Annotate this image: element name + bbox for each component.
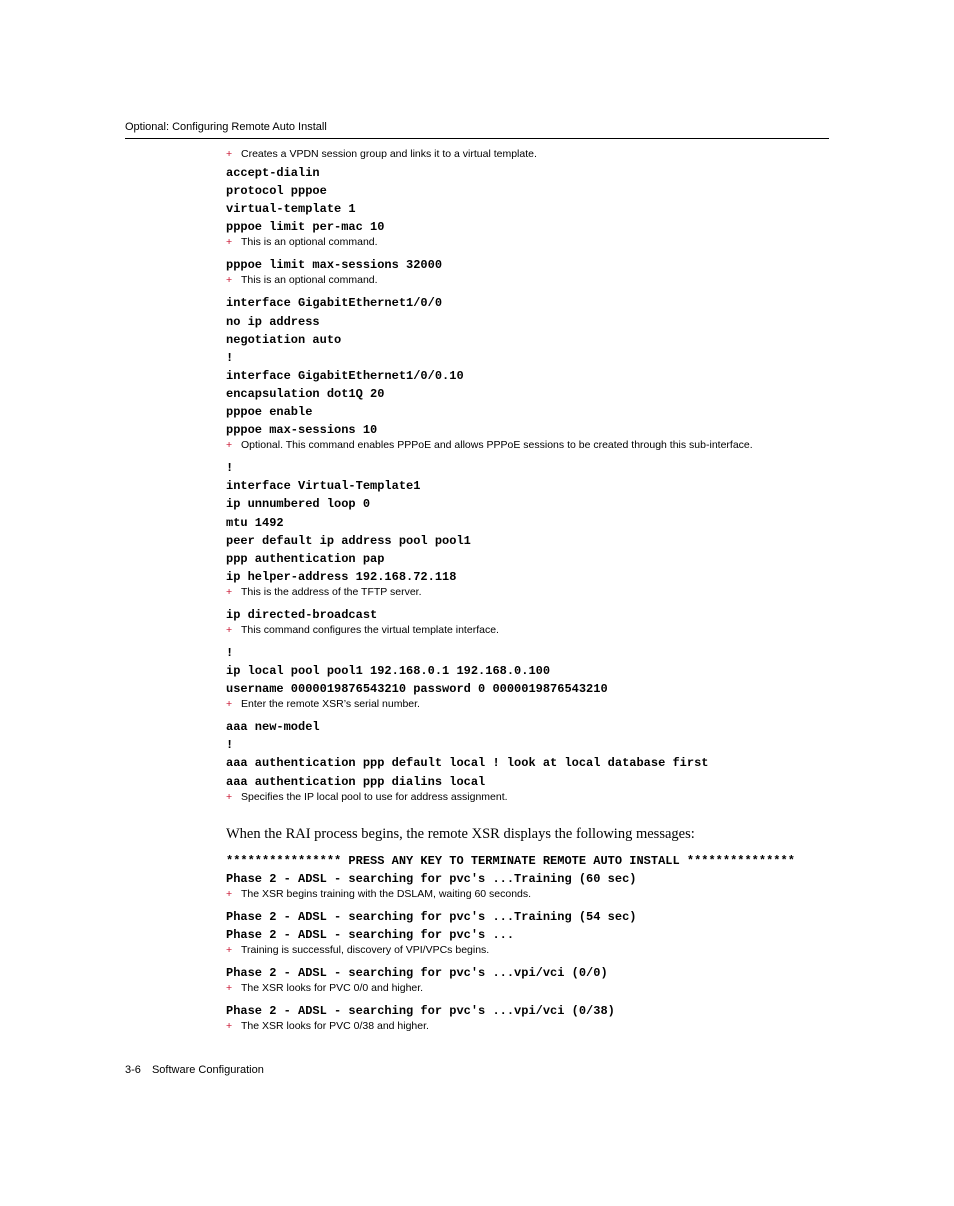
plus-icon: + bbox=[226, 982, 233, 995]
plus-icon: + bbox=[226, 585, 233, 598]
code-line: no ip address bbox=[226, 314, 320, 329]
code-line: ip helper-address 192.168.72.118 bbox=[226, 569, 457, 584]
annotation-note bbox=[226, 439, 826, 459]
plus-icon: + bbox=[226, 944, 233, 956]
code-line: encapsulation dot1Q 20 bbox=[226, 386, 385, 401]
plus-icon: + bbox=[226, 236, 233, 249]
annotation-note bbox=[226, 944, 826, 964]
plus-icon: + bbox=[226, 1020, 233, 1033]
plus-icon: + bbox=[226, 887, 233, 900]
footer-section: Software Configuration bbox=[151, 1064, 264, 1076]
running-header: Optional: Configuring Remote Auto Install bbox=[125, 121, 327, 133]
page-number: 3-6 bbox=[125, 1064, 141, 1076]
note-text: This is an optional command. bbox=[241, 236, 378, 249]
code-line: aaa new-model bbox=[226, 720, 320, 735]
code-block bbox=[226, 256, 826, 274]
code-line: accept-dialin bbox=[226, 166, 320, 180]
code-line: Phase 2 - ADSL - searching for pvc's ... bbox=[226, 927, 515, 942]
code-line: pppoe limit max-sessions 32000 bbox=[226, 258, 443, 273]
plus-icon: + bbox=[226, 439, 233, 452]
code-block bbox=[226, 852, 826, 888]
code-line: Phase 2 - ADSL - searching for pvc's ...vpi/vci (0/38) bbox=[226, 1004, 615, 1019]
annotation-note bbox=[226, 698, 826, 718]
note-text: Specifies the IP local pool to use for address assignment. bbox=[241, 790, 508, 803]
code-line: ! bbox=[226, 350, 234, 365]
code-line: negotiation auto bbox=[226, 332, 342, 347]
plus-icon: + bbox=[226, 698, 233, 711]
note-text: This is an optional command. bbox=[241, 274, 378, 287]
annotation-note bbox=[226, 624, 826, 644]
body-paragraph: When the RAI process begins, the remote XSR displays the following messages: bbox=[226, 825, 695, 842]
annotation-note bbox=[226, 586, 826, 606]
code-line: pppoe limit per-mac 10 bbox=[226, 220, 385, 235]
note-text: Enter the remote XSR’s serial number. bbox=[241, 698, 420, 711]
code-block bbox=[226, 908, 826, 944]
code-line: interface Virtual-Template1 bbox=[226, 479, 421, 494]
code-block bbox=[226, 294, 826, 439]
code-line: ppp authentication pap bbox=[226, 551, 385, 566]
code-line: ip local pool pool1 192.168.0.1 192.168.0.100 bbox=[226, 664, 551, 679]
code-line: ip unnumbered loop 0 bbox=[226, 497, 371, 512]
code-line: Phase 2 - ADSL - searching for pvc's ...vpi/vci (0/0) bbox=[226, 966, 608, 980]
note-text: This command configures the virtual template interface. bbox=[241, 623, 499, 636]
code-line: pppoe enable bbox=[226, 405, 313, 420]
code-line: interface GigabitEthernet1/0/0 bbox=[226, 296, 443, 311]
plus-icon: + bbox=[226, 274, 233, 287]
code-line: Phase 2 - ADSL - searching for pvc's ...Training (60 sec) bbox=[226, 871, 637, 886]
code-block bbox=[226, 164, 826, 236]
code-line: username 0000019876543210 password 0 0000019876543210 bbox=[226, 682, 608, 697]
note-text: The XSR begins training with the DSLAM, waiting 60 seconds. bbox=[241, 887, 532, 900]
annotation-note bbox=[226, 791, 826, 811]
header-rule bbox=[125, 138, 829, 139]
code-block bbox=[226, 718, 826, 790]
code-block bbox=[226, 964, 826, 982]
annotation-note bbox=[226, 888, 826, 908]
running-footer bbox=[125, 1064, 264, 1076]
code-line: **************** PRESS ANY KEY TO TERMINATE REMOTE AUTO INSTALL *************** bbox=[226, 853, 795, 868]
annotation-note bbox=[226, 274, 826, 294]
note-text: This is the address of the TFTP server. bbox=[241, 585, 422, 598]
page-content bbox=[226, 148, 826, 1040]
plus-icon: + bbox=[226, 148, 233, 160]
code-line: virtual-template 1 bbox=[226, 202, 356, 217]
note-text: Optional. This command enables PPPoE and allows PPPoE sessions to be created through this sub-interface. bbox=[241, 439, 753, 452]
annotation-note bbox=[226, 1020, 826, 1040]
code-line: aaa authentication ppp dialins local bbox=[226, 774, 486, 789]
annotation-note bbox=[226, 236, 826, 256]
note-text: Training is successful, discovery of VPI/VPCs begins. bbox=[241, 944, 490, 956]
annotation-note bbox=[226, 148, 826, 164]
annotation-note bbox=[226, 982, 826, 1002]
code-line: ip directed-broadcast bbox=[226, 607, 378, 622]
code-block bbox=[226, 1002, 826, 1020]
code-block bbox=[226, 606, 826, 624]
code-line: pppoe max-sessions 10 bbox=[226, 423, 378, 438]
code-block bbox=[226, 459, 826, 586]
note-text: The XSR looks for PVC 0/38 and higher. bbox=[241, 1020, 429, 1033]
code-line: mtu 1492 bbox=[226, 515, 284, 530]
code-line: ! bbox=[226, 738, 234, 753]
code-line: interface GigabitEthernet1/0/0.10 bbox=[226, 368, 464, 383]
code-block bbox=[226, 644, 826, 698]
note-text: The XSR looks for PVC 0/0 and higher. bbox=[241, 982, 424, 995]
plus-icon: + bbox=[226, 790, 233, 803]
code-line: protocol pppoe bbox=[226, 184, 327, 199]
plus-icon: + bbox=[226, 623, 233, 636]
code-line: ! bbox=[226, 461, 234, 476]
note-text: Creates a VPDN session group and links it to a virtual template. bbox=[241, 148, 537, 160]
code-line: peer default ip address pool pool1 bbox=[226, 533, 471, 548]
code-line: ! bbox=[226, 645, 234, 660]
code-line: Phase 2 - ADSL - searching for pvc's ...Training (54 sec) bbox=[226, 909, 637, 924]
code-line: aaa authentication ppp default local ! look at local database first bbox=[226, 756, 709, 771]
